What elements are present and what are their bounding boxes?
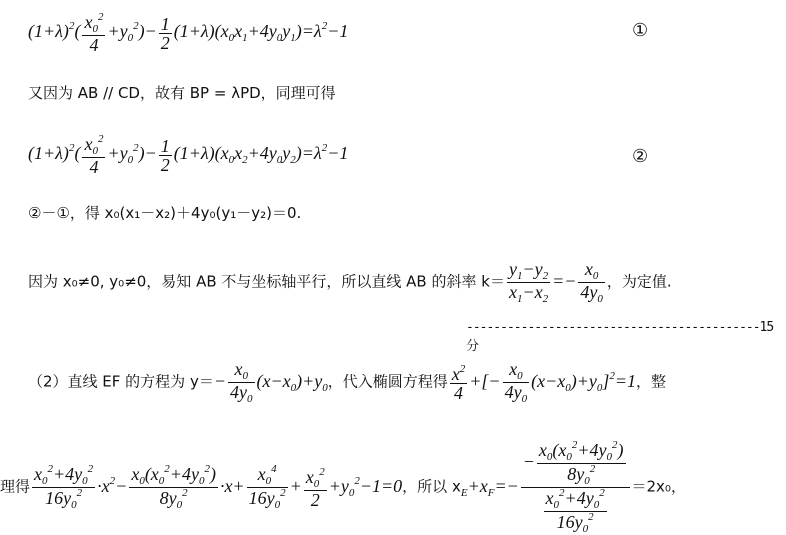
equation-number-1: ① (632, 20, 649, 41)
equation-number-2: ② (632, 146, 649, 167)
text-line-4: ②－①，得 x₀(x₁－x₂)＋4y₀(y₁－y₂)＝0. (28, 204, 302, 222)
line-5-suffix: ，为定值. (606, 272, 672, 291)
line-ef-equation: − $\frac{x_0}{4y_0}$ $(x-x_0)+y_0$ (213, 359, 328, 405)
line-5-prefix: 因为 x₀≠0, y₀≠0，易知 AB 不与坐标轴平行，所以直线 AB 的斜率 k＝ (28, 272, 505, 291)
ellipse-substitution: $\frac{x^2}{4}$ +[− $\frac{x_0}{4y_0}$ $(x-x_0)+y_0]^2=1$ (451, 359, 637, 405)
equation-2: $(1+\lambda)^2$( $\frac{x_0^2}{4}$ $+y_0^2)-$ $\frac{1}{2}$ $(1+\lambda)(x_0x_2+4y_0y_2)=\lambda^2-1$ (28, 133, 349, 177)
quadratic-equation: $\frac{x_0^2+4y_0^2}{16y_0^2}$ $\cdot x^2-$ $\frac{x_0(x_0^2+4y_0^2)}{8y_0^2}$ ·x+ $\frac{x_0^4}{16y_0^2}$ + $\frac{x_0^2}{2}$ $+y_0^2-1=0$ (34, 463, 403, 511)
line-7-mid: ，代入椭圆方程得 (327, 372, 448, 391)
line-7-suffix: ，整 (636, 372, 667, 391)
line-8-mid: ，所以 x (402, 477, 461, 496)
slope-fraction: $\frac{y_1-y_2}{x_1-x_2}$ =− $\frac{x_0}{4y_0}$ (508, 259, 603, 305)
line-8-suffix: ＝2x₀， (631, 477, 686, 496)
line-8-prefix: 理得 (0, 477, 31, 496)
score-line: -------------------------------------------15 分 (466, 320, 774, 354)
equation-1: $(1+\lambda)^2$( $\frac{x_0^2}{4}$ $+y_0^2)-$ $\frac{1}{2}$ $(1+\lambda)(x_0x_1+4y_0y_1)=\lambda^2-1$ (28, 11, 349, 55)
text-line-8 (0, 440, 686, 535)
sum-expression: $_E+x_F=-$ − $\frac{x_0(x_0^2+4y_0^2)}{8y_0^2}$ $\frac{x_0^2+4y_0^2}{16y_0^2}$ (461, 476, 632, 496)
line-7-prefix: （2）直线 EF 的方程为 y＝ (28, 372, 214, 391)
text-line-5 (28, 260, 672, 305)
text-line-7 (28, 360, 666, 405)
text-line-2: 又因为 AB // CD，故有 BP = λPD，同理可得 (28, 84, 336, 102)
